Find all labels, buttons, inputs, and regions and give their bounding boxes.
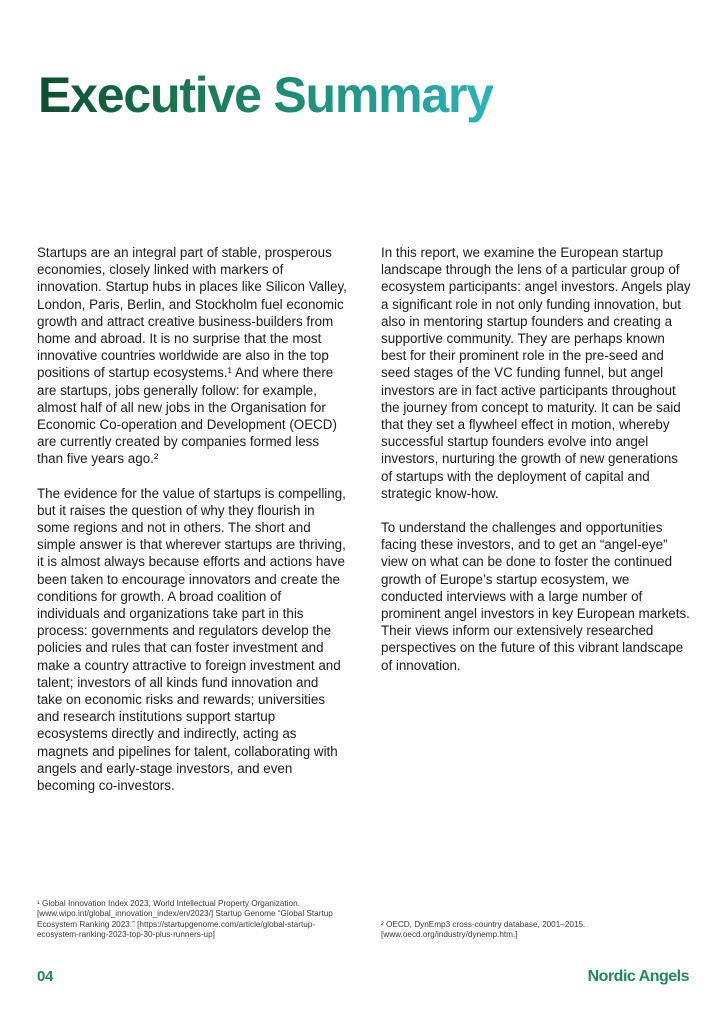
brand-logo: Nordic Angels <box>587 968 689 985</box>
left-column <box>37 244 347 811</box>
body-paragraph: Startups are an integral part of stable, prosperous economies, closely linked with markers of innovation. Startup hubs in places like Silicon Valley, London, Paris, Berlin, and Stockholm fuel economic growth and attract creative business-builders from home and abroad. It is no surprise that the most innovative countries worldwide are also in the top positions of startup ecosystems.¹ And where there are startups, jobs generally follow: for example, almost half of all new jobs in the Organisation for Economic Co-operation and Development (OECD) are currently created by companies formed less than five years ago.² <box>37 245 347 467</box>
body-paragraph: In this report, we examine the European startup landscape through the lens of a particular group of ecosystem participants: angel investors. Angels play a significant role in not only funding innovation, but also in mentoring startup founders and creating a supportive community. They are perhaps known best for their prominent role in the pre-seed and seed stages of the VC funding funnel, but angel investors are in fact active participants throughout the journey from concept to maturity. It can be said that they set a flywheel effect in motion, whereby successful startup founders evolve into angel investors, nurturing the growth of new generations of startups with the deployment of capital and strategic know-how. <box>381 245 691 501</box>
right-column <box>381 244 691 691</box>
body-paragraph: To understand the challenges and opportunities facing these investors, and to get an “angel-eye” view on what can be done to foster the continued growth of Europe’s startup ecosystem, we conducted interviews with a large number of prominent angel investors in key European markets. Their views inform our extensively researched perspectives on the future of this vibrant landscape of innovation. <box>381 520 690 673</box>
page-number: 04 <box>37 968 54 985</box>
page-title: Executive Summary <box>38 62 493 128</box>
footnote-1: ¹ Global Innovation Index 2023, World Intellectual Property Organization. [www.wipo.int/global_innovation_index/en/2023/] Startup Genome “Global Startup Ecosystem Ranking 2023.” [https://startupgenome.com/article/global-startup-ecosystem-ranking-2023-top-30-plus-runners-up] <box>37 899 333 940</box>
body-paragraph: The evidence for the value of startups is compelling, but it raises the question of why they flourish in some regions and not in others. The short and simple answer is that wherever startups are thriving, it is almost always because efforts and actions have been taken to encourage innovators and create the conditions for growth. A broad coalition of individuals and organizations take part in this process: governments and regulators develop the policies and rules that can foster investment and make a country attractive to foreign investment and talent; investors of all kinds fund innovation and take on economic risks and rewards; universities and research institutions support startup ecosystems directly and indirectly, acting as magnets and pipelines for talent, collaborating with angels and early-stage investors, and even becoming co-investors. <box>37 485 346 794</box>
footnote-2: ² OECD, DynEmp3 cross-country database, 2001–2015. [www.oecd.org/industry/dynemp.htm.] <box>381 920 586 940</box>
